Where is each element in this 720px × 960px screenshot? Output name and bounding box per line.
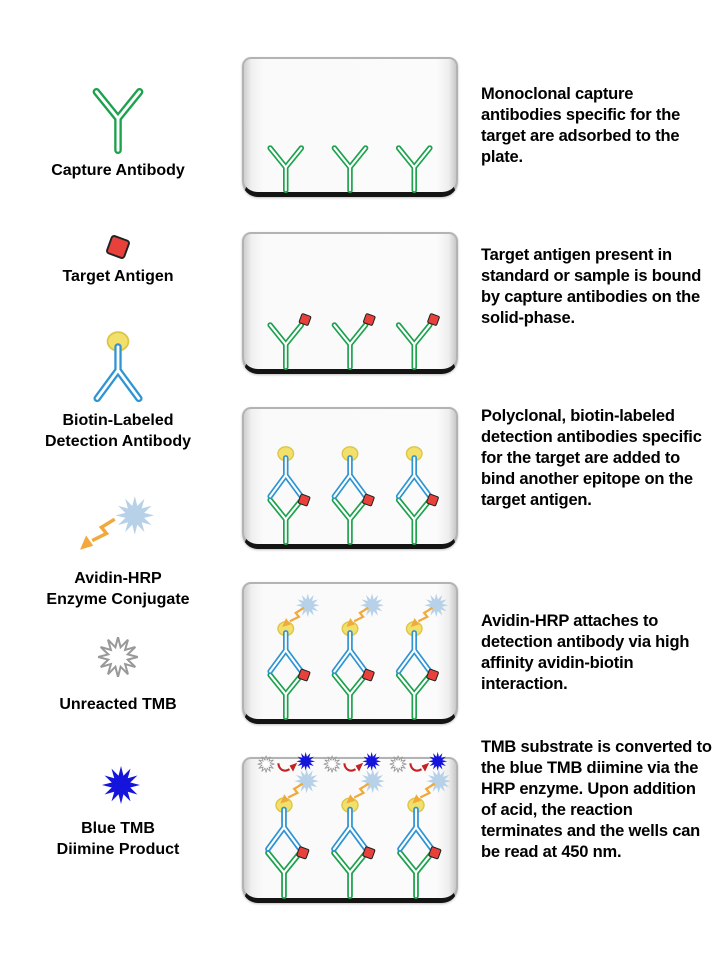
antibody-stack (324, 752, 385, 896)
well-step-4 (242, 582, 458, 724)
step-2-description: Target antigen present in standard or sample is bound by capture antibodies on the solid-phase. (481, 246, 702, 327)
antibody-stack (399, 148, 430, 190)
antibody-stack (334, 447, 374, 542)
antibody-stack (258, 752, 319, 896)
legend-label-line: Detection Antibody (44, 433, 192, 450)
legend-label-line: Enzyme Conjugate (46, 591, 190, 608)
well-content-step-2 (244, 225, 456, 370)
legend-label-target-antigen (10, 266, 226, 287)
well-step-5 (242, 757, 458, 903)
avidin-hrp-conjugate-icon (76, 496, 160, 558)
legend-label-capture-antibody (10, 160, 226, 181)
legend-label-line: Avidin-HRP (74, 570, 162, 587)
unreacted-tmb-icon (98, 637, 138, 677)
well-step-2 (242, 232, 458, 374)
legend-label-line: Target Antigen (62, 268, 174, 285)
legend-label-blue-tmb (10, 818, 226, 860)
well-content-step-5 (244, 750, 456, 899)
capture-antibody-icon (90, 88, 146, 154)
blue-tmb-diimine-icon (102, 766, 140, 804)
well-content-step-1 (244, 48, 456, 193)
well-content-step-3 (244, 400, 456, 545)
well-step-3 (242, 407, 458, 549)
target-antigen-icon (104, 233, 132, 261)
step-1-description: Monoclonal capture antibodies specific for the target are adsorbed to the plate. (481, 85, 681, 166)
legend-label-biotin-detection-antibody (10, 410, 226, 452)
step-3-description: Polyclonal, biotin-labeled detection antibodies specific for the target are added to bind another epitope on the target antigen. (481, 407, 702, 509)
antibody-stack (334, 148, 365, 190)
antibody-stack (399, 313, 440, 367)
legend-label-avidin-hrp (10, 568, 226, 610)
well-content-step-4 (244, 575, 456, 720)
antibody-stack (399, 593, 449, 717)
antibody-stack (270, 447, 310, 542)
antibody-stack (270, 313, 311, 367)
antibody-stack (334, 593, 384, 717)
antibody-stack (270, 148, 301, 190)
biotin-detection-antibody-icon (91, 331, 145, 407)
legend-label-line: Diimine Product (56, 841, 180, 858)
legend-label-line: Blue TMB (81, 820, 155, 837)
antibody-stack (399, 447, 439, 542)
antibody-stack (334, 313, 375, 367)
legend-label-unreacted-tmb (10, 694, 226, 715)
well-step-1 (242, 57, 458, 197)
legend-label-line: Biotin-Labeled (62, 412, 174, 429)
step-5-description: TMB substrate is converted to the blue TMB diimine via the HRP enzyme. Upon addition of acid, the reaction terminates and the wells can be read at 450 nm. (481, 738, 712, 861)
legend-label-line: Unreacted TMB (59, 696, 177, 713)
legend-label-line: Capture Antibody (51, 162, 185, 179)
antibody-stack (390, 752, 451, 896)
antibody-stack (270, 593, 320, 717)
step-4-description: Avidin-HRP attaches to detection antibody via high affinity avidin-biotin interaction. (481, 612, 690, 693)
